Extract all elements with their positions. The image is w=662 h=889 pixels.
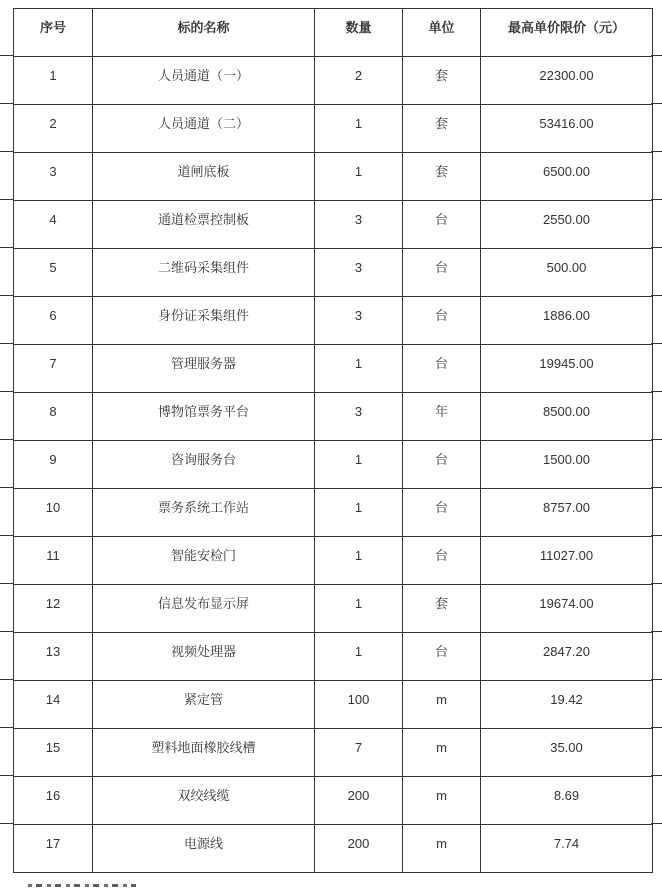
table-row: [14, 825, 653, 873]
table-cell: 2: [315, 57, 403, 105]
table-row: [14, 729, 653, 777]
table-cell: 1: [315, 489, 403, 537]
table-cell: 8: [14, 393, 93, 441]
table-cell: 人员通道（二）: [93, 105, 315, 153]
row-separator-extension: [0, 343, 14, 344]
table-cell: 3: [315, 297, 403, 345]
table-cell: 塑料地面橡胶线槽: [93, 729, 315, 777]
table-cell: 200: [315, 825, 403, 873]
table-cell: 3: [14, 153, 93, 201]
table-cell: 11: [14, 537, 93, 585]
table-cell: 53416.00: [481, 105, 653, 153]
table-cell: 台: [403, 201, 481, 249]
table-row: [14, 777, 653, 825]
row-separator-extension: [651, 679, 662, 680]
table-cell: 台: [403, 441, 481, 489]
price-table-body: [14, 57, 653, 873]
price-table: [13, 8, 653, 873]
row-separator-extension: [0, 103, 14, 104]
table-cell: 1: [14, 57, 93, 105]
row-separator-extension: [651, 103, 662, 104]
table-row: [14, 489, 653, 537]
table-cell: 19.42: [481, 681, 653, 729]
row-separator-extension: [0, 151, 14, 152]
row-separator-extension: [651, 55, 662, 56]
table-cell: 8500.00: [481, 393, 653, 441]
table-cell: 10: [14, 489, 93, 537]
table-cell: 管理服务器: [93, 345, 315, 393]
table-cell: 1: [315, 633, 403, 681]
table-cell: 台: [403, 345, 481, 393]
table-cell: 15: [14, 729, 93, 777]
table-cell: 套: [403, 585, 481, 633]
table-row: [14, 633, 653, 681]
table-cell: m: [403, 729, 481, 777]
table-cell: 5: [14, 249, 93, 297]
table-cell: 人员通道（一）: [93, 57, 315, 105]
table-cell: 3: [315, 393, 403, 441]
row-separator-extension: [651, 487, 662, 488]
clipped-text-remnant: [28, 884, 136, 887]
table-cell: 12: [14, 585, 93, 633]
table-cell: 4: [14, 201, 93, 249]
column-header-0: 序号: [14, 9, 93, 57]
table-cell: m: [403, 825, 481, 873]
table-cell: 11027.00: [481, 537, 653, 585]
table-row: [14, 249, 653, 297]
table-cell: 8757.00: [481, 489, 653, 537]
table-cell: m: [403, 681, 481, 729]
table-cell: 博物馆票务平台: [93, 393, 315, 441]
table-cell: 35.00: [481, 729, 653, 777]
table-cell: 100: [315, 681, 403, 729]
table-row: [14, 393, 653, 441]
row-separator-extension: [651, 775, 662, 776]
table-cell: 6: [14, 297, 93, 345]
table-row: [14, 441, 653, 489]
row-separator-extension: [0, 439, 14, 440]
table-cell: 2847.20: [481, 633, 653, 681]
row-separator-extension: [0, 247, 14, 248]
table-cell: 19945.00: [481, 345, 653, 393]
table-cell: 16: [14, 777, 93, 825]
table-cell: 7: [14, 345, 93, 393]
table-cell: 双绞线缆: [93, 777, 315, 825]
row-separator-extension: [0, 583, 14, 584]
table-cell: 台: [403, 633, 481, 681]
table-cell: 3: [315, 201, 403, 249]
table-cell: 2550.00: [481, 201, 653, 249]
row-separator-extension: [651, 391, 662, 392]
row-separator-extension: [651, 631, 662, 632]
row-separator-extension: [651, 247, 662, 248]
table-cell: 2: [14, 105, 93, 153]
column-header-3: 单位: [403, 9, 481, 57]
table-cell: 智能安检门: [93, 537, 315, 585]
column-header-2: 数量: [315, 9, 403, 57]
table-row: [14, 345, 653, 393]
row-separator-extension: [651, 727, 662, 728]
row-separator-extension: [651, 535, 662, 536]
table-row: [14, 585, 653, 633]
table-cell: 22300.00: [481, 57, 653, 105]
table-cell: 通道检票控制板: [93, 201, 315, 249]
table-cell: 咨询服务台: [93, 441, 315, 489]
row-separator-extension: [0, 679, 14, 680]
table-cell: m: [403, 777, 481, 825]
table-cell: 道闸底板: [93, 153, 315, 201]
table-cell: 17: [14, 825, 93, 873]
table-cell: 年: [403, 393, 481, 441]
row-separator-extension: [0, 775, 14, 776]
row-separator-extension: [0, 823, 14, 824]
table-cell: 二维码采集组件: [93, 249, 315, 297]
table-cell: 19674.00: [481, 585, 653, 633]
table-cell: 7.74: [481, 825, 653, 873]
table-cell: 身份证采集组件: [93, 297, 315, 345]
table-row: [14, 57, 653, 105]
table-row: [14, 537, 653, 585]
table-cell: 台: [403, 489, 481, 537]
table-cell: 电源线: [93, 825, 315, 873]
column-header-1: 标的名称: [93, 9, 315, 57]
table-cell: 套: [403, 57, 481, 105]
row-separator-extension: [0, 55, 14, 56]
table-cell: 1: [315, 585, 403, 633]
table-row: [14, 105, 653, 153]
table-row: [14, 153, 653, 201]
table-cell: 1: [315, 537, 403, 585]
table-cell: 1886.00: [481, 297, 653, 345]
row-separator-extension: [651, 343, 662, 344]
table-cell: 套: [403, 105, 481, 153]
table-cell: 1: [315, 153, 403, 201]
row-separator-extension: [0, 295, 14, 296]
table-cell: 1: [315, 105, 403, 153]
table-cell: 9: [14, 441, 93, 489]
table-cell: 1: [315, 441, 403, 489]
table-cell: 200: [315, 777, 403, 825]
table-cell: 票务系统工作站: [93, 489, 315, 537]
table-cell: 视频处理器: [93, 633, 315, 681]
table-cell: 台: [403, 297, 481, 345]
row-separator-extension: [651, 439, 662, 440]
table-cell: 信息发布显示屏: [93, 585, 315, 633]
table-cell: 套: [403, 153, 481, 201]
row-separator-extension: [0, 535, 14, 536]
table-cell: 14: [14, 681, 93, 729]
table-cell: 13: [14, 633, 93, 681]
row-separator-extension: [651, 823, 662, 824]
table-cell: 1500.00: [481, 441, 653, 489]
row-separator-extension: [0, 727, 14, 728]
table-cell: 8.69: [481, 777, 653, 825]
row-separator-extension: [0, 199, 14, 200]
row-separator-extension: [651, 295, 662, 296]
table-row: [14, 681, 653, 729]
table-cell: 3: [315, 249, 403, 297]
price-table-header: [14, 9, 653, 57]
table-cell: 台: [403, 537, 481, 585]
row-separator-extension: [0, 487, 14, 488]
table-cell: 7: [315, 729, 403, 777]
table-cell: 台: [403, 249, 481, 297]
table-cell: 500.00: [481, 249, 653, 297]
table-cell: 紧定管: [93, 681, 315, 729]
row-separator-extension: [651, 583, 662, 584]
column-header-4: 最高单价限价（元）: [481, 9, 653, 57]
table-row: [14, 297, 653, 345]
row-separator-extension: [651, 199, 662, 200]
header-row: [14, 9, 653, 57]
table-cell: 1: [315, 345, 403, 393]
table-cell: 6500.00: [481, 153, 653, 201]
row-separator-extension: [0, 631, 14, 632]
row-separator-extension: [651, 151, 662, 152]
table-row: [14, 201, 653, 249]
row-separator-extension: [0, 391, 14, 392]
